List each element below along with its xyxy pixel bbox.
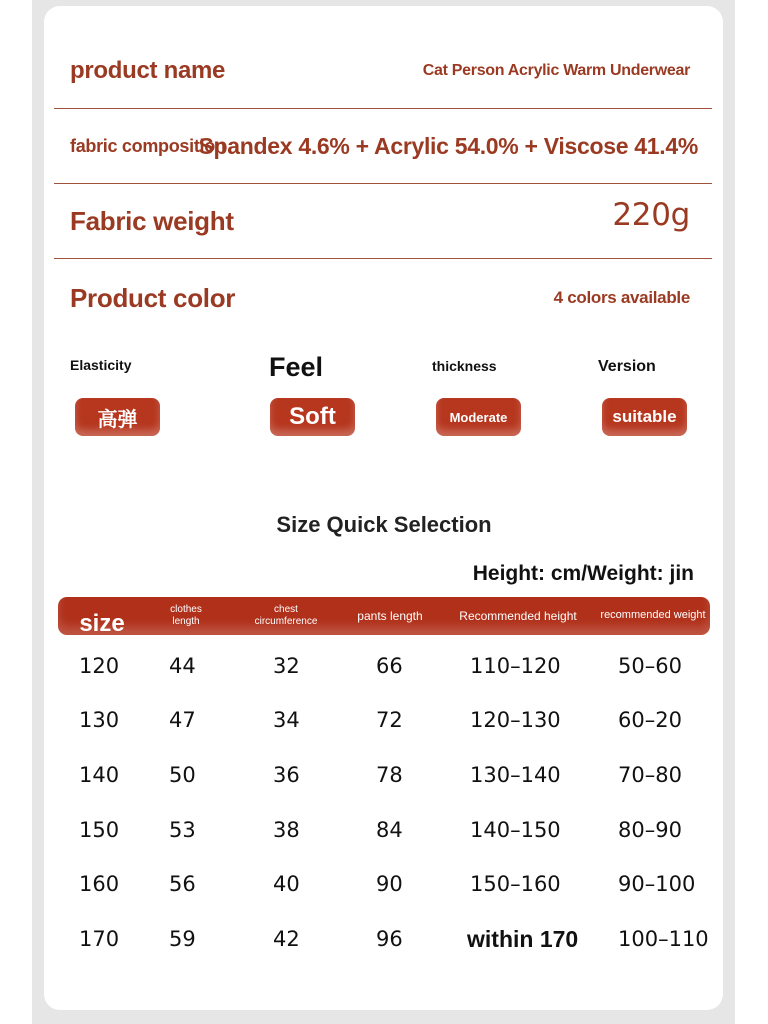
table-row	[0, 755, 768, 795]
cell-clothes-length: 50	[169, 763, 196, 787]
cell-chest: 40	[273, 872, 300, 896]
header-line: length	[172, 616, 200, 627]
table-row	[0, 810, 768, 850]
header-chest-circumference	[244, 597, 328, 635]
feature-label-elasticity: Elasticity	[70, 357, 132, 373]
header-line: clothes	[170, 603, 202, 615]
cell-size: 160	[79, 872, 120, 896]
spec-value: Cat Person Acrylic Warm Underwear	[422, 62, 690, 79]
spec-row-fabric-weight	[54, 184, 712, 259]
spec-row-product-color	[54, 261, 712, 335]
header-recommended-height: Recommended height	[459, 608, 577, 623]
spec-label: fabric composition	[70, 135, 226, 156]
cell-clothes-length: 47	[169, 708, 196, 732]
cell-height: 110–120	[470, 654, 561, 678]
cell-height: within 170	[467, 925, 579, 952]
feature-label-thickness: thickness	[432, 358, 497, 374]
spec-row-fabric-composition	[54, 109, 712, 184]
spec-label: Fabric weight	[70, 205, 234, 236]
cell-height: 130–140	[470, 763, 561, 787]
cell-weight: 70–80	[618, 763, 682, 787]
cell-size: 150	[79, 818, 120, 842]
spec-label: Product color	[70, 282, 236, 313]
cell-size: 130	[79, 708, 120, 732]
feature-label-feel: Feel	[269, 352, 324, 382]
cell-pants-length: 96	[376, 927, 403, 951]
cell-weight: 80–90	[618, 818, 682, 842]
cell-chest: 42	[273, 927, 300, 951]
cell-height: 140–150	[470, 818, 561, 842]
size-table-header	[58, 597, 710, 635]
cell-weight: 100–110	[618, 927, 709, 951]
table-row	[0, 700, 768, 740]
header-size: size	[79, 610, 125, 637]
cell-clothes-length: 44	[169, 654, 196, 678]
cell-weight: 50–60	[618, 654, 682, 678]
header-line: circumference	[254, 616, 318, 627]
cell-pants-length: 90	[376, 872, 403, 896]
cell-size: 140	[79, 763, 120, 787]
unit-note: Height: cm/Weight: jin	[472, 562, 694, 585]
cell-clothes-length: 59	[169, 927, 196, 951]
header-clothes-length	[154, 597, 218, 635]
header-line: chest	[274, 603, 298, 615]
feature-pill-elasticity: 高弹	[75, 398, 160, 436]
table-row	[0, 919, 768, 959]
feature-pill-thickness: Moderate	[436, 398, 521, 436]
cell-pants-length: 78	[376, 763, 403, 787]
cell-chest: 32	[273, 654, 300, 678]
feature-pill-feel: Soft	[270, 398, 355, 436]
cell-chest: 36	[273, 763, 300, 787]
table-row	[0, 646, 768, 686]
spec-value: 4 colors available	[553, 288, 690, 307]
size-section-title: Size Quick Selection	[276, 512, 492, 537]
table-row	[0, 864, 768, 904]
header-recommended-weight: recommended weight	[600, 609, 706, 622]
cell-weight: 90–100	[618, 872, 696, 896]
cell-pants-length: 84	[376, 818, 403, 842]
cell-height: 120–130	[470, 708, 561, 732]
spec-value: 220g	[612, 197, 690, 233]
feature-label-version: Version	[598, 358, 656, 375]
cell-chest: 38	[273, 818, 300, 842]
cell-weight: 60–20	[618, 708, 682, 732]
spec-row-product-name	[54, 34, 712, 109]
cell-size: 120	[79, 654, 120, 678]
cell-clothes-length: 56	[169, 872, 196, 896]
cell-clothes-length: 53	[169, 818, 196, 842]
spec-label: product name	[70, 57, 226, 84]
cell-pants-length: 72	[376, 708, 403, 732]
header-pants-length: pants length	[357, 608, 423, 623]
cell-size: 170	[79, 927, 120, 951]
cell-pants-length: 66	[376, 654, 403, 678]
feature-pill-version: suitable	[602, 398, 687, 436]
spec-value: Spandex 4.6% + Acrylic 54.0% + Viscose 41.4%	[198, 132, 698, 159]
cell-height: 150–160	[470, 872, 561, 896]
cell-chest: 34	[273, 708, 300, 732]
